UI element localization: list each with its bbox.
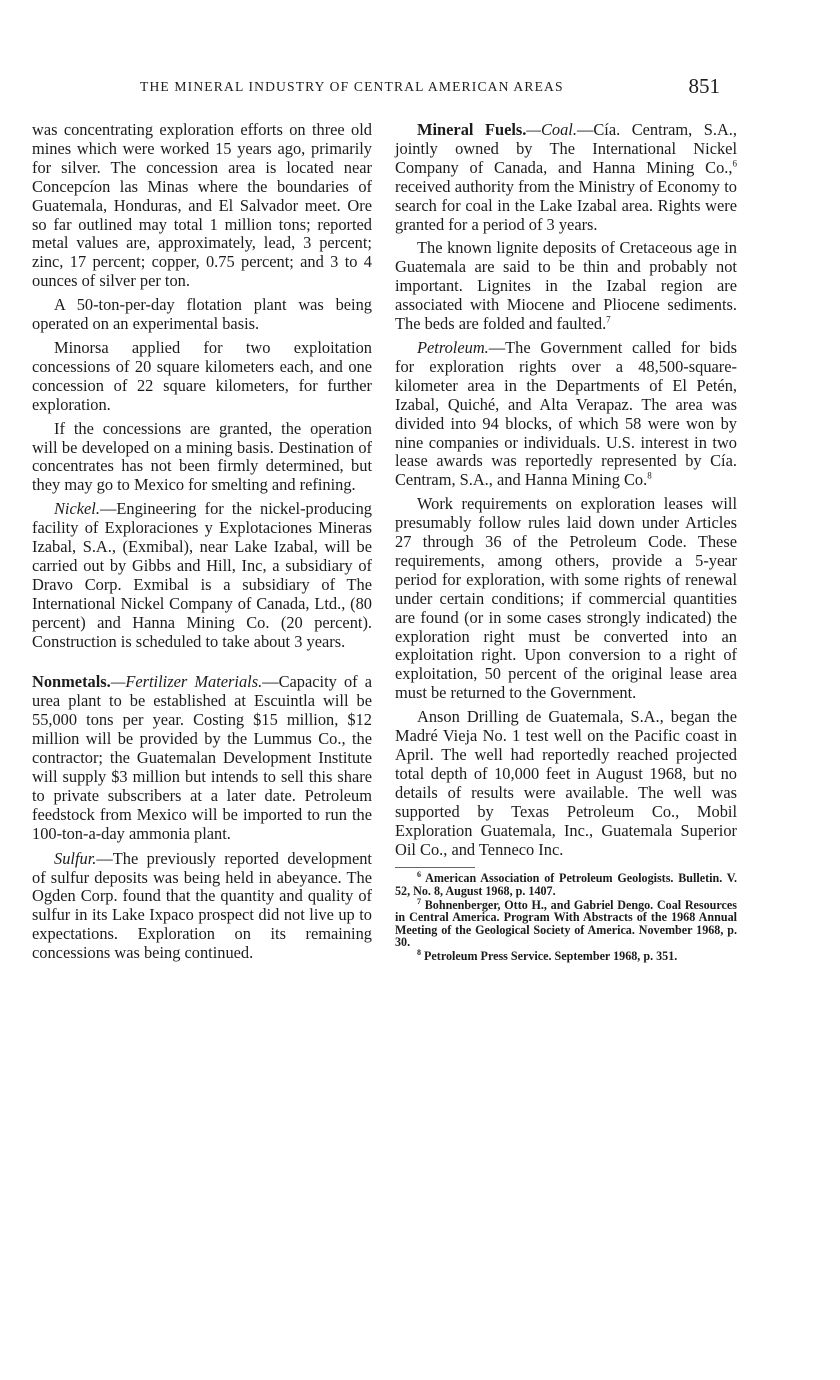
coal-text-a: —Cía. Centram, S.A., jointly owned by The International Nickel Company of Canada, and Hanna Mining Co.,	[395, 120, 737, 177]
coal-text-b: received authority from the Ministry of Economy to search for coal in the Lake Izabal area. Rights were granted for a period of 3 years.	[395, 176, 737, 234]
footnote-number: 6	[417, 870, 421, 880]
paragraph-flotation-plant: A 50-ton-per-day flotation plant was being operated on an experimental basis.	[32, 295, 372, 334]
paragraph-sulfur	[32, 850, 372, 963]
footnote-ref-8: 8	[647, 470, 652, 481]
paragraph-petroleum	[395, 339, 737, 490]
footnote-ref-6: 6	[732, 158, 737, 169]
sulfur-heading: Sulfur.	[54, 848, 97, 868]
right-column	[395, 121, 737, 964]
footnote-ref-7: 7	[606, 314, 611, 325]
paragraph-mines-continued: was concentrating exploration efforts on three old mines which were worked 15 years ago, primarily for silver. The concession area is located near Concepcíon las Minas where the boundaries of Guatemala, Honduras, and El Salvador meet. Ore so far outlined may total 1 million tons; reported metal values are, approximately, lead, 3 percent; zinc, 17 percent; copper, 0.75 percent; and 3 to 4 ounces of silver per ton.	[32, 120, 372, 291]
footnote-text: Bohnenberger, Otto H., and Gabriel Dengo. Coal Resources in Central America. Program With Abstracts of the 1968 Annual Meeting of the Geological Society of America. November 1968, p. 30.	[395, 897, 737, 950]
page-header	[140, 76, 724, 102]
running-title: THE MINERAL INDUSTRY OF CENTRAL AMERICAN AREAS	[140, 79, 564, 94]
nickel-text: —Engineering for the nickel-producing facility of Exploraciones y Explotaciones Mineras Izabal, S.A., (Exmibal), near Lake Izabal, will be carried out by Gibbs and Hill, Inc, a subsidiary of Dravo Corp. Exmibal is a subsidiary of The International Nickel Company of Canada, Ltd., (80 percent) and Hanna Mining Co. (20 percent). Construction is scheduled to take about 3 years.	[32, 499, 372, 651]
footnote-text: American Association of Petroleum Geologists. Bulletin. V. 52, No. 8, August 1968, p. 1407.	[395, 871, 737, 899]
paragraph-nonmetals	[32, 673, 372, 843]
paragraph-minorsa-concessions: Minorsa applied for two exploitation concessions of 20 square kilometers each, and one concession of 22 square kilometers, for further exploration.	[32, 337, 372, 414]
fertilizer-heading: —Fertilizer Materials.	[110, 672, 263, 692]
petroleum-heading: Petroleum.	[417, 337, 489, 357]
petroleum-text: —The Government called for bids for exploration rights over a 48,500-square-kilometer area in the Departments of El Petén, Izabal, Quiché, and Alta Verapaz. The area was divided into 94 blocks, of which 58 were won by nine companies or individuals. U.S. interest in two lease awards was reportedly represented by Cía. Centram, S.A., and Hanna Mining Co.	[395, 337, 737, 490]
paragraph-coal	[395, 121, 737, 234]
footnote-number: 7	[417, 896, 421, 906]
footnote-6	[395, 872, 737, 897]
nickel-heading: Nickel.	[54, 499, 100, 519]
paragraph-work-requirements: Work requirements on exploration leases will presumably follow rules laid down under Articles 27 through 36 of the Petroleum Code. These requirements, among others, provide a 5-year period for exploration, with some rights of renewal under certain conditions; if commercial quantities are found (or in some cases strongly indicated) the exploration right must be converted into an exploitation right. Upon conversion to a right of exploitation, 50 percent of the original lease area must be returned to the Government.	[395, 494, 737, 703]
page-number: 851	[688, 74, 720, 98]
nonmetals-heading: Nonmetals.	[32, 672, 111, 692]
coal-heading: —Coal.	[526, 120, 577, 139]
left-column	[32, 121, 372, 963]
sulfur-text: —The previously reported development of sulfur deposits was being held in abeyance. The Ogden Corp. found that the quantity and quality of sulfur in its Lake Ixpaco prospect did not live up to expectations. Exploration on its remaining concessions was being continued.	[32, 848, 372, 963]
mineral-fuels-heading: Mineral Fuels.	[417, 120, 527, 139]
paragraph-nickel	[32, 500, 372, 651]
footnote-8	[395, 947, 737, 963]
footnote-7	[395, 896, 737, 950]
fertilizer-text: —Capacity of a urea plant to be established at Escuintla will be 55,000 tons per year. Costing $15 million, $12 million will be provided by the Lummus Co., the contractor; the Guatemalan Development Institute will supply $3 million but intends to sell this share to private subscribers at a later date. Petroleum feedstock from Mexico will be imported to run the 100-ton-a-day ammonia plant.	[32, 672, 372, 843]
paragraph-concessions-granted: If the concessions are granted, the operation will be developed on a mining basis. Destination of concentrates has not been firmly determined, but they may go to Mexico for smelting and refining.	[32, 418, 372, 495]
paragraph-lignite	[395, 239, 737, 334]
footnote-text: Petroleum Press Service. September 1968, p. 351.	[424, 949, 678, 963]
lignite-text: The known lignite deposits of Cretaceous age in Guatemala are said to be thin and probably not important. Lignites in the Izabal region are associated with Miocene and Pliocene sediments. The beds are folded and faulted.	[395, 238, 737, 334]
footnote-rule	[395, 867, 475, 868]
footnotes	[395, 872, 737, 962]
footnote-number: 8	[417, 947, 421, 957]
paragraph-anson-drilling: Anson Drilling de Guatemala, S.A., began the Madré Vieja No. 1 test well on the Pacific coast in April. The well had reportedly reached projected total depth of 10,000 feet in August 1968, but no details of results were available. The well was supported by Texas Petroleum Co., Mobil Exploration Guatemala, Inc., Guatemala Superior Oil Co., and Tenneco Inc.	[395, 707, 737, 859]
